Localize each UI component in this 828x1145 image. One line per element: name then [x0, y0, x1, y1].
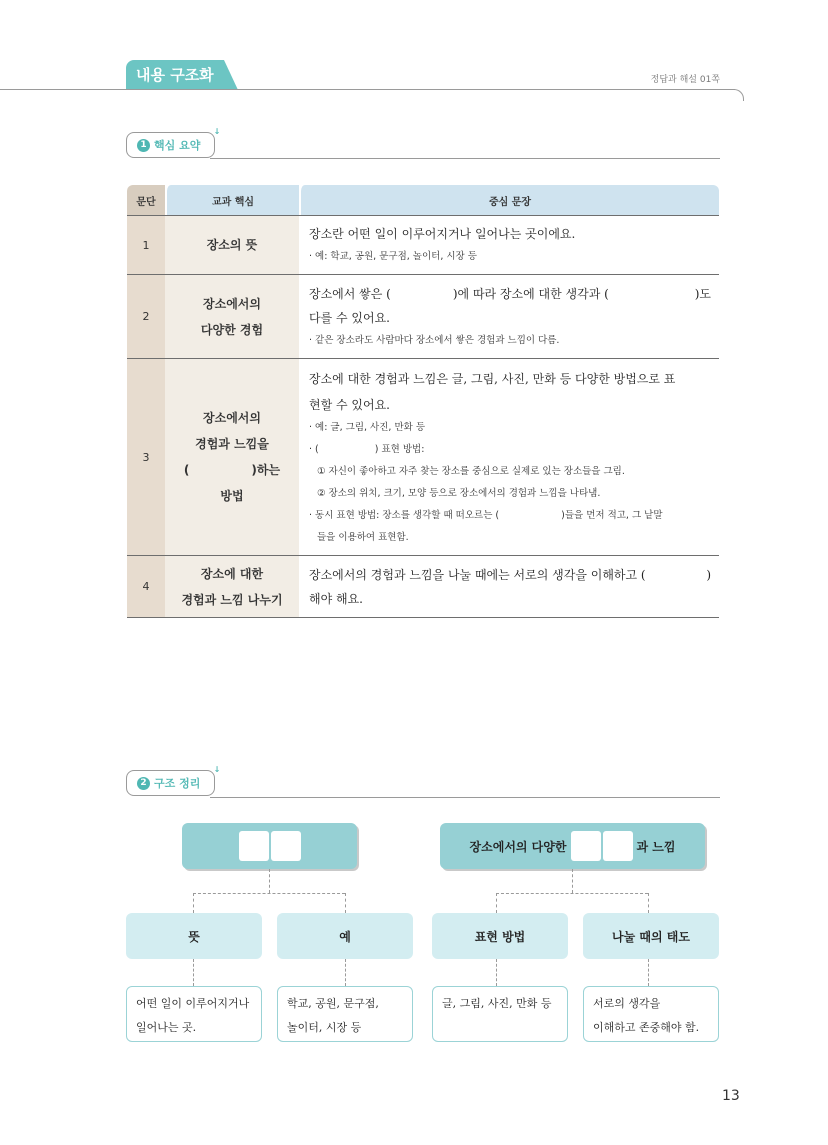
table-row — [127, 215, 719, 275]
main-sentence — [309, 563, 711, 587]
table-header-cell: 문단 — [127, 185, 165, 215]
main-sentence: 해야 해요. — [309, 591, 363, 606]
core-concept — [165, 215, 299, 275]
main-sentence: 장소란 어떤 일이 이루어지거나 일어나는 곳이에요. — [309, 227, 576, 241]
detail-line: · 같은 장소라도 사람마다 장소에서 쌓은 경험과 느낌이 다름. — [309, 334, 560, 346]
paragraph-number: 2 — [127, 275, 165, 359]
detail-part: · ( — [309, 444, 319, 455]
main-sentence-cell — [299, 215, 719, 275]
table-row — [127, 275, 719, 359]
table-header-cell: 교과 핵심 — [165, 185, 299, 215]
arrow-down-icon: ↓ — [213, 127, 221, 136]
section-tab: 내용 구조화 — [126, 60, 224, 90]
detail-line: · 예: 글, 그림, 사진, 만화 등 — [309, 422, 425, 433]
answer-blank — [603, 831, 633, 861]
leaf-line: 놀이터, 시장 등 — [287, 1021, 362, 1034]
connector-line — [496, 893, 497, 913]
core-paren-close: )하는 — [251, 463, 281, 477]
section-divider — [210, 158, 720, 159]
main-sentence-cell — [299, 275, 719, 359]
diagram-leaf — [126, 986, 262, 1042]
diagram-title-left — [182, 823, 357, 869]
core-concept-line: 다양한 경험 — [200, 322, 264, 337]
arrow-down-icon: ↓ — [213, 765, 221, 774]
answer-blank — [609, 282, 695, 306]
detail-part: · 동시 표현 방법: 장소를 생각할 때 떠오르는 ( — [309, 510, 500, 521]
table-row — [127, 556, 719, 618]
main-sentence: 장소에 대한 경험과 느낌은 글, 그림, 사진, 만화 등 다양한 방법으로 표 — [309, 372, 676, 386]
section-label-text: 핵심 요약 — [154, 139, 201, 152]
main-sentence-cell — [299, 556, 719, 618]
leaf-line: 일어나는 곳. — [136, 1021, 197, 1034]
core-concept — [165, 275, 299, 359]
diagram-leaf — [432, 986, 568, 1042]
core-concept-line: 장소에서의 — [203, 296, 261, 311]
diagram-title-text: 과 느낌 — [636, 839, 676, 854]
connector-line — [572, 869, 573, 893]
detail-line: 들을 이용하여 표현함. — [317, 532, 409, 543]
sentence-part: ) — [706, 567, 711, 582]
connector-line — [269, 869, 270, 893]
section-label-summary — [126, 127, 221, 158]
diagram-category: 나눌 때의 태도 — [583, 913, 719, 959]
connector-line — [496, 959, 497, 986]
core-concept-line: 경험과 느낌을 — [195, 437, 269, 451]
core-concept-line: 방법 — [220, 489, 244, 503]
core-paren-open: ( — [183, 463, 190, 477]
leaf-line: 이해하고 존중해야 함. — [593, 1021, 700, 1034]
leaf-line: 서로의 생각을 — [593, 997, 661, 1010]
connector-line — [345, 959, 346, 986]
sentence-part: )도 — [694, 286, 711, 301]
header-divider-corner — [732, 89, 744, 101]
diagram-category: 뜻 — [126, 913, 262, 959]
header-divider — [0, 89, 735, 90]
detail-part: )들을 먼저 적고, 그 낱말 — [561, 510, 663, 521]
core-concept-line: 경험과 느낌 나누기 — [181, 592, 283, 607]
leaf-line: 글, 그림, 사진, 만화 등 — [442, 997, 552, 1010]
detail-line: ② 장소의 위치, 크기, 모양 등으로 장소에서의 경험과 느낌을 나타냄. — [317, 488, 601, 499]
summary-table — [127, 185, 719, 618]
sentence-part: 장소에서 쌓은 ( — [309, 286, 391, 301]
diagram-leaf — [277, 986, 413, 1042]
main-sentence: 현할 수 있어요. — [309, 398, 390, 412]
sentence-part: 장소에서의 경험과 느낌을 나눌 때에는 서로의 생각을 이해하고 ( — [309, 567, 646, 582]
core-concept-line: 장소에 대한 — [200, 566, 264, 581]
section-number-badge: 1 — [137, 139, 150, 152]
answer-blank — [571, 831, 601, 861]
table-header-row — [127, 185, 719, 215]
connector-line — [193, 959, 194, 986]
detail-line — [309, 439, 711, 461]
connector-line — [193, 893, 194, 913]
diagram-title-text: 장소에서의 다양한 — [469, 839, 567, 854]
section-divider — [210, 797, 720, 798]
page-number: 13 — [722, 1088, 740, 1104]
connector-line — [648, 893, 649, 913]
paragraph-number: 4 — [127, 556, 165, 618]
diagram-category: 예 — [277, 913, 413, 959]
paragraph-number: 3 — [127, 359, 165, 556]
detail-part: ) 표현 방법: — [374, 444, 425, 455]
connector-line — [648, 959, 649, 986]
answer-blank — [239, 831, 269, 861]
section-number-badge: 2 — [137, 777, 150, 790]
detail-line: · 예: 학교, 공원, 문구점, 놀이터, 시장 등 — [309, 251, 477, 262]
section-label-text: 구조 정리 — [154, 777, 201, 790]
core-concept-line — [165, 457, 299, 483]
connector-line — [193, 893, 345, 894]
table-header-cell: 중심 문장 — [299, 185, 719, 215]
answer-reference: 정답과 해설 01쪽 — [650, 75, 720, 85]
paragraph-number: 1 — [127, 215, 165, 275]
connector-line — [345, 893, 346, 913]
core-concept-line: 장소의 뜻 — [206, 238, 258, 252]
section-label-structure — [126, 765, 221, 796]
main-sentence — [309, 282, 711, 306]
detail-line — [309, 505, 711, 527]
answer-blank — [189, 457, 251, 483]
leaf-line: 어떤 일이 이루어지거나 — [136, 997, 250, 1010]
main-sentence-cell — [299, 359, 719, 556]
sentence-part: )에 따라 장소에 대한 생각과 ( — [452, 286, 609, 301]
core-concept — [165, 359, 299, 556]
table-row — [127, 359, 719, 556]
core-concept-line: 장소에서의 — [203, 411, 261, 425]
leaf-line: 학교, 공원, 문구점, — [287, 997, 379, 1010]
core-concept — [165, 556, 299, 618]
main-sentence: 다를 수 있어요. — [309, 310, 390, 325]
connector-line — [496, 893, 648, 894]
answer-blank — [391, 282, 453, 306]
answer-blank — [271, 831, 301, 861]
diagram-leaf — [583, 986, 719, 1042]
answer-blank — [646, 563, 707, 587]
diagram-category: 표현 방법 — [432, 913, 568, 959]
detail-line: ① 자신이 좋아하고 자주 찾는 장소를 중심으로 실제로 있는 장소들을 그림. — [317, 466, 625, 477]
diagram-title-right — [440, 823, 705, 869]
